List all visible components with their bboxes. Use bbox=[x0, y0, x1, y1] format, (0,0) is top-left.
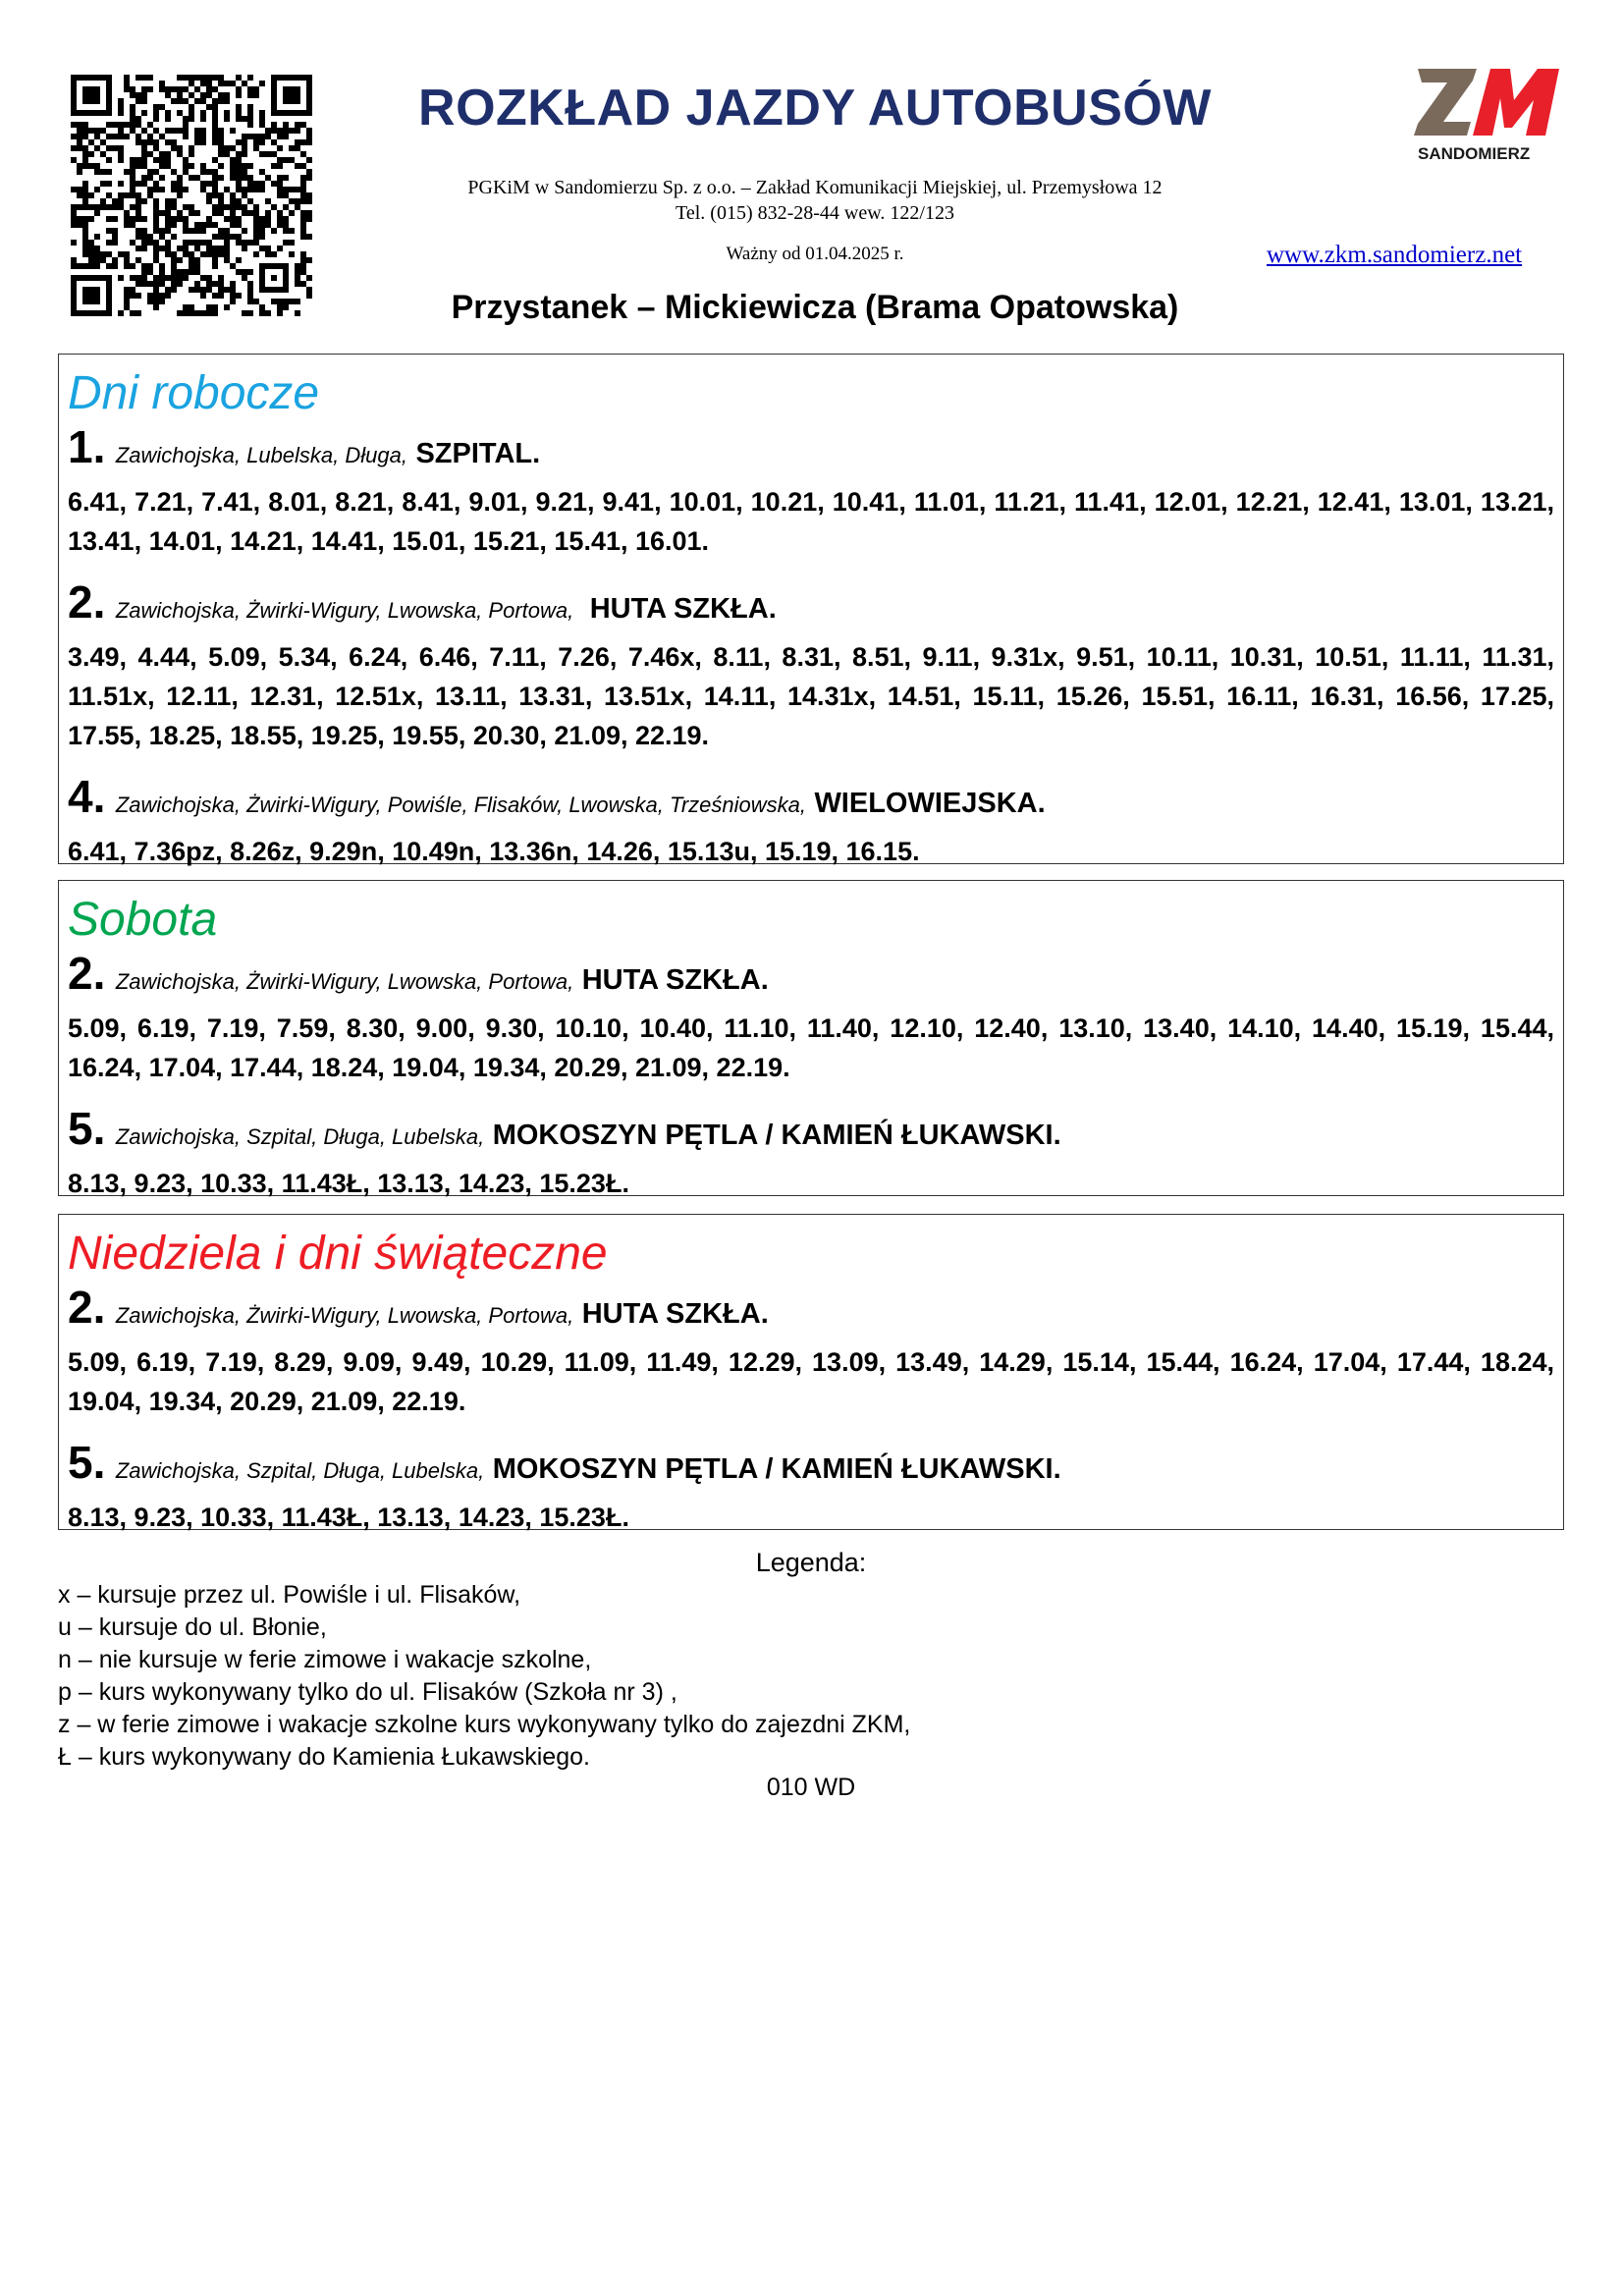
website-link[interactable]: www.zkm.sandomierz.net bbox=[1267, 242, 1523, 268]
page-title: ROZKŁAD JAZDY AUTOBUSÓW bbox=[418, 80, 1212, 137]
zkm-logo-icon bbox=[1414, 63, 1561, 139]
route-via: Zawichojska, Lubelska, Długa, bbox=[115, 443, 407, 467]
legend-item: u – kursuje do ul. Błonie, bbox=[58, 1613, 327, 1641]
section-title: Sobota bbox=[68, 894, 218, 946]
route-header bbox=[68, 771, 1554, 830]
legend-item: x – kursuje przez ul. Powiśle i ul. Flisaków, bbox=[58, 1581, 521, 1609]
legend-item: p – kurs wykonywany tylko do ul. Flisaków (Szkoła nr 3) , bbox=[58, 1678, 677, 1706]
legend-title: Legenda: bbox=[755, 1548, 867, 1577]
section-saturday bbox=[58, 880, 1564, 1196]
route-destination: HUTA SZKŁA. bbox=[581, 1298, 769, 1330]
route-number: 2. bbox=[68, 948, 106, 999]
route-via: Zawichojska, Żwirki-Wigury, Lwowska, Portowa, bbox=[115, 969, 574, 994]
route-number: 2. bbox=[68, 576, 106, 628]
route-destination: WIELOWIEJSKA. bbox=[814, 788, 1046, 819]
section-weekdays bbox=[58, 354, 1564, 864]
stop-name: Przystanek – Mickiewicza (Brama Opatowska) bbox=[451, 289, 1179, 326]
logo-text: SANDOMIERZ bbox=[1418, 144, 1531, 163]
legend-item: Ł – kurs wykonywany do Kamienia Łukawskiego. bbox=[58, 1743, 590, 1771]
route-destination: HUTA SZKŁA. bbox=[589, 593, 777, 625]
route-via: Zawichojska, Żwirki-Wigury, Lwowska, Portowa, bbox=[115, 598, 574, 623]
company-phone: Tel. (015) 832-28-44 wew. 122/123 bbox=[676, 202, 954, 224]
valid-from: Ważny od 01.04.2025 r. bbox=[726, 244, 904, 264]
route-via: Zawichojska, Żwirki-Wigury, Powiśle, Flisaków, Lwowska, Trześniowska, bbox=[115, 793, 806, 817]
route-header bbox=[68, 1282, 1554, 1340]
route-times: 8.13, 9.23, 10.33, 11.43Ł, 13.13, 14.23, 15.23Ł. bbox=[68, 1503, 629, 1532]
section-sunday-holidays bbox=[58, 1214, 1564, 1530]
section-title: Niedziela i dni świąteczne bbox=[68, 1228, 608, 1280]
route-header bbox=[68, 948, 1554, 1007]
company-info bbox=[324, 175, 1306, 226]
route-destination: SZPITAL. bbox=[415, 438, 541, 469]
legend-item: n – nie kursuje w ferie zimowe i wakacje szkolne, bbox=[58, 1646, 592, 1673]
route-header bbox=[68, 421, 1554, 480]
route-number: 5. bbox=[68, 1103, 106, 1154]
route-number: 1. bbox=[68, 421, 106, 472]
route-via: Zawichojska, Szpital, Długa, Lubelska, bbox=[115, 1458, 485, 1483]
route-times: 5.09, 6.19, 7.19, 8.29, 9.09, 9.49, 10.29, 11.09, 11.49, 12.29, 13.09, 13.49, 14.29, 15.14, 15.44, 16.24, 17.04, 17.44, 18.24, 19.04, 19.34, 20.29, 21.09, 22.19. bbox=[68, 1347, 1554, 1416]
route-number: 5. bbox=[68, 1437, 106, 1488]
company-address: PGKiM w Sandomierzu Sp. z o.o. – Zakład Komunikacji Miejskiej, ul. Przemysłowa 12 bbox=[467, 177, 1163, 198]
legend-item: z – w ferie zimowe i wakacje szkolne kurs wykonywany tylko do zajezdni ZKM, bbox=[58, 1711, 911, 1738]
legend-list bbox=[58, 1579, 910, 1774]
route-via: Zawichojska, Żwirki-Wigury, Lwowska, Portowa, bbox=[115, 1303, 574, 1328]
section-title: Dni robocze bbox=[68, 367, 320, 419]
qr-code-icon bbox=[71, 75, 312, 316]
route-destination: MOKOSZYN PĘTLA / KAMIEŃ ŁUKAWSKI. bbox=[492, 1120, 1061, 1151]
route-times: 8.13, 9.23, 10.33, 11.43Ł, 13.13, 14.23, 15.23Ł. bbox=[68, 1169, 629, 1198]
route-times: 6.41, 7.21, 7.41, 8.01, 8.21, 8.41, 9.01, 9.21, 9.41, 10.01, 10.21, 10.41, 11.01, 11.21, 11.41, 12.01, 12.21, 12.41, 13.01, 13.21, 13.41, 14.01, 14.21, 14.41, 15.01, 15.21, 15.41, 16.01. bbox=[68, 487, 1554, 556]
route-header bbox=[68, 1103, 1554, 1162]
zkm-logo bbox=[1414, 63, 1561, 161]
route-destination: HUTA SZKŁA. bbox=[581, 964, 769, 996]
route-via: Zawichojska, Szpital, Długa, Lubelska, bbox=[115, 1124, 485, 1149]
route-number: 4. bbox=[68, 771, 106, 822]
timetable-code: 010 WD bbox=[766, 1774, 856, 1801]
route-header bbox=[68, 576, 1554, 635]
route-times: 6.41, 7.36pz, 8.26z, 9.29n, 10.49n, 13.36n, 14.26, 15.13u, 15.19, 16.15. bbox=[68, 837, 920, 866]
route-number: 2. bbox=[68, 1282, 106, 1333]
route-times: 5.09, 6.19, 7.19, 7.59, 8.30, 9.00, 9.30, 10.10, 10.40, 11.10, 11.40, 12.10, 12.40, 13.10, 13.40, 14.10, 14.40, 15.19, 15.44, 16.24, 17.04, 17.44, 18.24, 19.04, 19.34, 20.29, 21.09, 22.19. bbox=[68, 1013, 1554, 1082]
route-header bbox=[68, 1437, 1554, 1496]
route-destination: MOKOSZYN PĘTLA / KAMIEŃ ŁUKAWSKI. bbox=[492, 1453, 1061, 1485]
route-times: 3.49, 4.44, 5.09, 5.34, 6.24, 6.46, 7.11, 7.26, 7.46x, 8.11, 8.31, 8.51, 9.11, 9.31x, 9.51, 10.11, 10.31, 10.51, 11.11, 11.31, 11.51x, 12.11, 12.31, 12.51x, 13.11, 13.31, 13.51x, 14.11, 14.31x, 14.51, 15.11, 15.26, 15.51, 16.11, 16.31, 16.56, 17.25, 17.55, 18.25, 18.55, 19.25, 19.55, 20.30, 21.09, 22.19. bbox=[68, 642, 1554, 750]
